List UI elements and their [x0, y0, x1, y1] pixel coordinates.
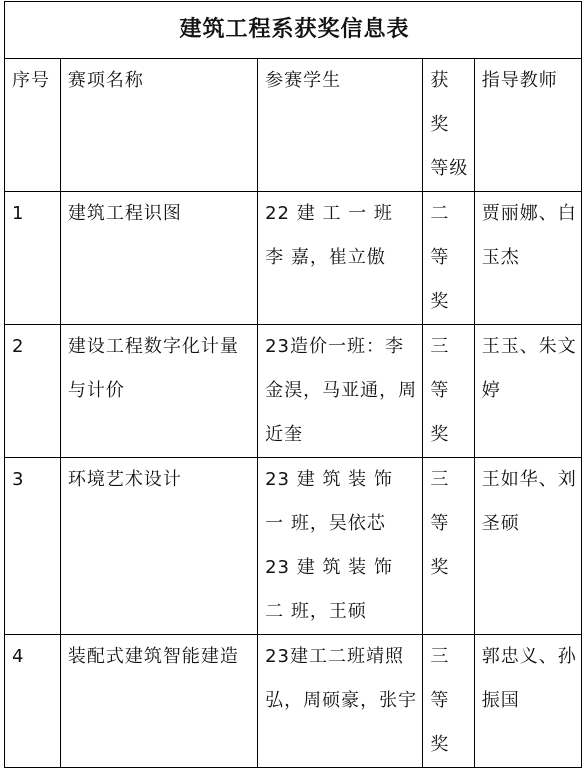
table-row: [5, 635, 582, 768]
cell-teacher: 王如华、刘圣硕: [474, 458, 581, 635]
cell-index: 2: [5, 325, 61, 458]
student-line: 23造价一班：李金淏，马亚通，周近奎: [265, 336, 418, 445]
student-line: 23建工二班靖照弘，周硕豪，张宇: [265, 646, 418, 711]
table-row: [5, 458, 582, 635]
cell-teacher: 王玉、朱文婷: [474, 325, 581, 458]
table-title: 建筑工程系获奖信息表: [5, 2, 582, 59]
award-table: [4, 1, 582, 768]
cell-index: 1: [5, 192, 61, 325]
cell-level: 三 等 奖: [423, 458, 474, 635]
cell-competition: 建设工程数字化计量与计价: [60, 325, 257, 458]
cell-index: 4: [5, 635, 61, 768]
table-row: [5, 325, 582, 458]
header-row: [5, 59, 582, 192]
cell-teacher: 郭忠义、孙振国: [474, 635, 581, 768]
cell-competition: 建筑工程识图: [60, 192, 257, 325]
cell-level: 三 等 奖: [423, 325, 474, 458]
student-line: 23 建 筑 装 饰 二 班，王硕: [265, 557, 393, 622]
student-line: 23 建 筑 装 饰 一 班，吴依芯: [265, 469, 393, 534]
student-line: 22 建 工 一 班 李 嘉，崔立傲: [265, 203, 393, 268]
cell-students: [258, 458, 423, 635]
cell-level: 二 等 奖: [423, 192, 474, 325]
cell-competition: 装配式建筑智能建造: [60, 635, 257, 768]
cell-index: 3: [5, 458, 61, 635]
cell-students: [258, 192, 423, 325]
cell-competition: 环境艺术设计: [60, 458, 257, 635]
header-competition: 赛项名称: [60, 59, 257, 192]
cell-level: 三 等 奖: [423, 635, 474, 768]
cell-students: [258, 635, 423, 768]
header-students: 参赛学生: [258, 59, 423, 192]
header-teacher: 指导教师: [474, 59, 581, 192]
header-level: 获 奖 等级: [423, 59, 474, 192]
cell-students: [258, 325, 423, 458]
cell-teacher: 贾丽娜、白玉杰: [474, 192, 581, 325]
header-index: 序号: [5, 59, 61, 192]
table-row: [5, 192, 582, 325]
